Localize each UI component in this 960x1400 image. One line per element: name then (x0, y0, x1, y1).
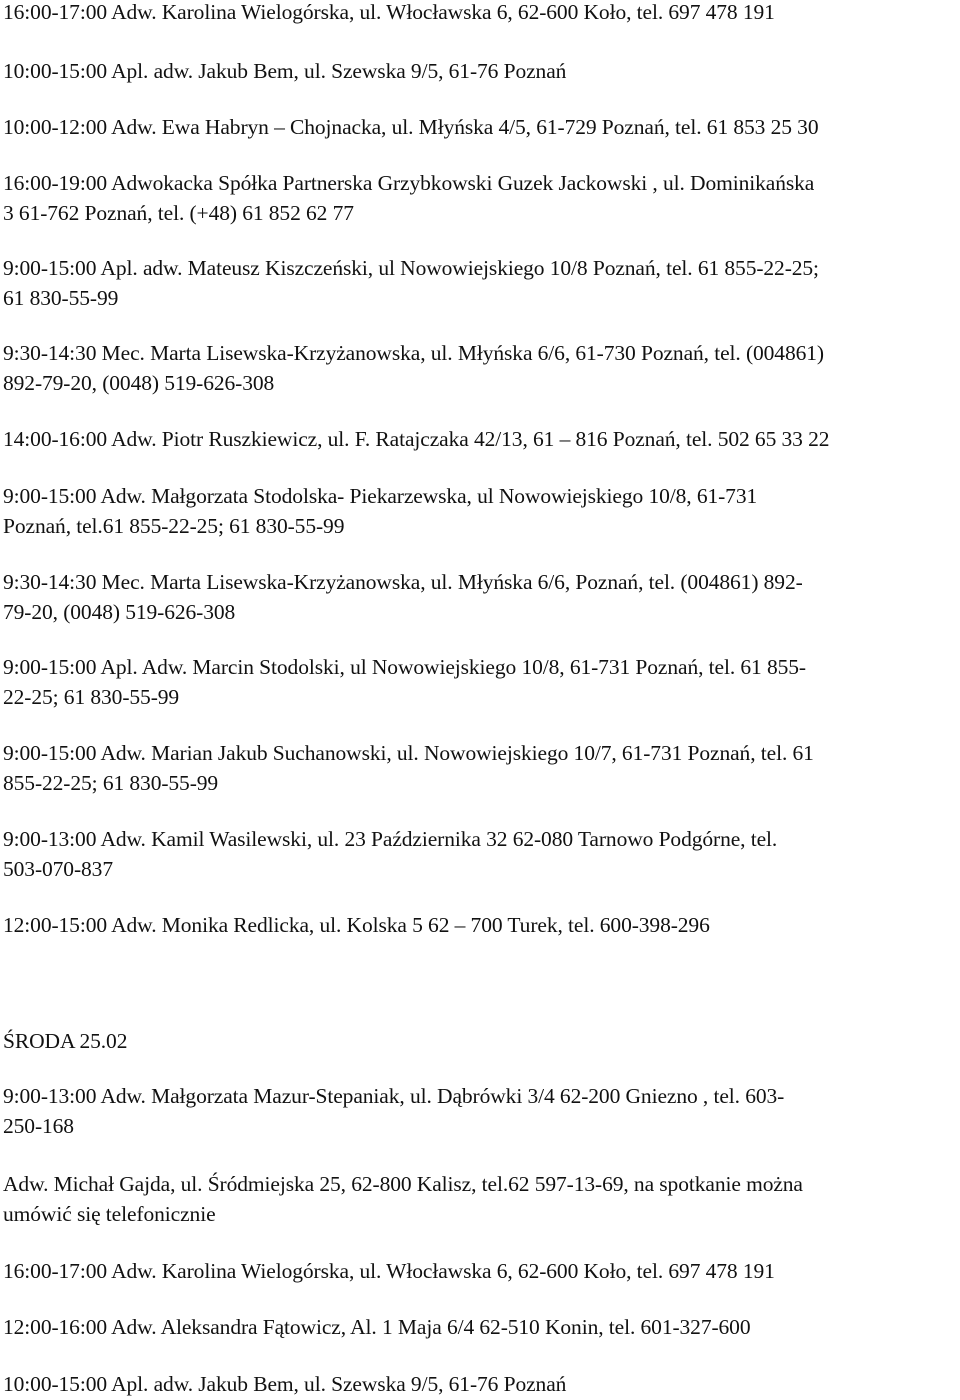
entry-line: 9:00-15:00 Adw. Małgorzata Stodolska- Piekarzewska, ul Nowowiejskiego 10/8, 61-731 (3, 484, 758, 508)
entry-line: 10:00-15:00 Apl. adw. Jakub Bem, ul. Szewska 9/5, 61-76 Poznań (3, 59, 567, 83)
entry-line: 3 61-762 Poznań, tel. (+48) 61 852 62 77 (3, 201, 354, 225)
entry-line: 22-25; 61 830-55-99 (3, 685, 180, 709)
entry-line: 9:00-15:00 Apl. adw. Mateusz Kiszczeński, ul Nowowiejskiego 10/8 Poznań, tel. 61 855-22-25; (3, 256, 819, 280)
entry-line: 12:00-16:00 Adw. Aleksandra Fątowicz, Al. 1 Maja 6/4 62-510 Konin, tel. 601-327-600 (3, 1315, 751, 1339)
entry-line: 16:00-17:00 Adw. Karolina Wielogórska, ul. Włocławska 6, 62-600 Koło, tel. 697 478 191 (3, 1259, 775, 1283)
entry-line: 9:00-13:00 Adw. Małgorzata Mazur-Stepaniak, ul. Dąbrówki 3/4 62-200 Gniezno , tel. 603- (3, 1084, 785, 1108)
entry-line: Poznań, tel.61 855-22-25; 61 830-55-99 (3, 514, 345, 538)
entry-line: 14:00-16:00 Adw. Piotr Ruszkiewicz, ul. F. Ratajczaka 42/13, 61 – 816 Poznań, tel. 502 65 33 22 (3, 427, 830, 451)
entry-line: 79-20, (0048) 519-626-308 (3, 600, 236, 624)
entry-line: Adw. Michał Gajda, ul. Śródmiejska 25, 62-800 Kalisz, tel.62 597-13-69, na spotkanie można (3, 1172, 803, 1196)
entry-line: 503-070-837 (3, 857, 113, 881)
entry-line: 9:00-13:00 Adw. Kamil Wasilewski, ul. 23 Października 32 62-080 Tarnowo Podgórne, tel. (3, 827, 778, 851)
entry-line: 12:00-15:00 Adw. Monika Redlicka, ul. Kolska 5 62 – 700 Turek, tel. 600-398-296 (3, 913, 710, 937)
entry-line: 855-22-25; 61 830-55-99 (3, 771, 219, 795)
entry-line: 250-168 (3, 1114, 74, 1138)
entry-line: 9:00-15:00 Apl. Adw. Marcin Stodolski, ul Nowowiejskiego 10/8, 61-731 Poznań, tel. 61 855- (3, 655, 806, 679)
entry-line: 892-79-20, (0048) 519-626-308 (3, 371, 275, 395)
entry-line: 9:30-14:30 Mec. Marta Lisewska-Krzyżanowska, ul. Młyńska 6/6, 61-730 Poznań, tel. (004861) (3, 341, 824, 365)
day-heading: ŚRODA 25.02 (3, 1029, 128, 1053)
entry-line: 9:30-14:30 Mec. Marta Lisewska-Krzyżanowska, ul. Młyńska 6/6, Poznań, tel. (004861) 892- (3, 570, 803, 594)
entry-line: umówić się telefonicznie (3, 1202, 216, 1226)
entry-line: 16:00-17:00 Adw. Karolina Wielogórska, ul. Włocławska 6, 62-600 Koło, tel. 697 478 191 (3, 0, 775, 24)
entry-line: 10:00-12:00 Adw. Ewa Habryn – Chojnacka, ul. Młyńska 4/5, 61-729 Poznań, tel. 61 853 25 30 (3, 115, 819, 139)
entry-line: 9:00-15:00 Adw. Marian Jakub Suchanowski, ul. Nowowiejskiego 10/7, 61-731 Poznań, tel. 61 (3, 741, 814, 765)
entry-line: 61 830-55-99 (3, 286, 119, 310)
entry-line: 16:00-19:00 Adwokacka Spółka Partnerska Grzybkowski Guzek Jackowski , ul. Dominikańska (3, 171, 815, 195)
entry-line: 10:00-15:00 Apl. adw. Jakub Bem, ul. Szewska 9/5, 61-76 Poznań (3, 1372, 567, 1396)
